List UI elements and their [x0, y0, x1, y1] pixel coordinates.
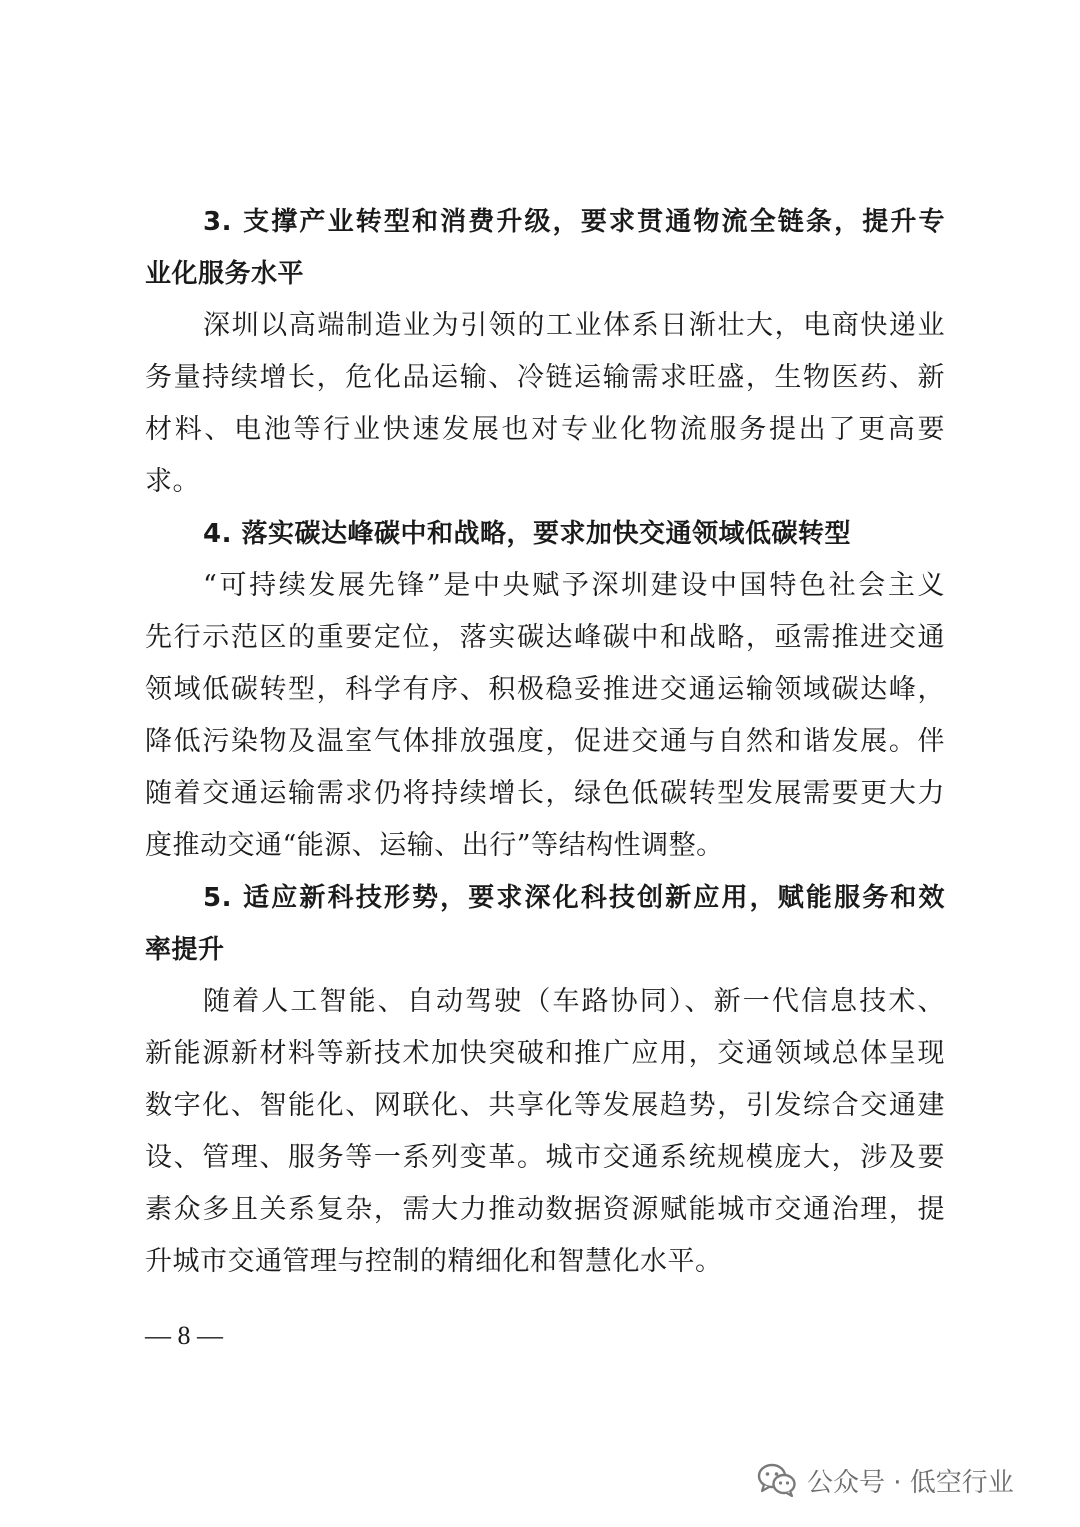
section3-body-line2: 务量持续增长，危化品运输、冷链运输需求旺盛，生物医药、新	[145, 362, 945, 393]
watermark-text: 公众号 · 低空行业	[807, 1467, 1014, 1498]
section5-heading-line2: 率提升	[145, 935, 225, 965]
section4-heading-line1: 4. 落实碳达峰碳中和战略，要求加快交通领域低碳转型	[203, 519, 852, 549]
section4-body-line1: “可持续发展先锋”是中央赋予深圳建设中国特色社会主义	[203, 570, 945, 601]
section5-body-line4: 设、管理、服务等一系列变革。城市交通系统规模庞大，涉及要	[145, 1142, 945, 1173]
section3-body-line3: 材料、电池等行业快速发展也对专业化物流服务提出了更高要	[145, 414, 945, 445]
section4-body-line6: 度推动交通“能源、运输、出行”等结构性调整。	[145, 830, 724, 861]
section4-body-line4: 降低污染物及温室气体排放强度，促进交通与自然和谐发展。伴	[145, 726, 945, 757]
section4-body-line3: 领域低碳转型，科学有序、积极稳妥推进交通运输领域碳达峰，	[145, 674, 945, 705]
watermark	[757, 1458, 1014, 1502]
document-page	[145, 196, 945, 1288]
section3-heading-line2: 业化服务水平	[145, 259, 305, 289]
section5-heading-line1: 5. 适应新科技形势，要求深化科技创新应用，赋能服务和效	[203, 883, 945, 913]
section5-body-line5: 素众多且关系复杂，需大力推动数据资源赋能城市交通治理，提	[145, 1194, 945, 1225]
page-number: — 8 —	[145, 1321, 223, 1350]
section3-heading-line1: 3. 支撑产业转型和消费升级，要求贯通物流全链条，提升专	[203, 207, 945, 237]
section5-body-line1: 随着人工智能、自动驾驶（车路协同）、新一代信息技术、	[203, 986, 945, 1017]
wechat-icon	[757, 1463, 797, 1497]
section4-body-line2: 先行示范区的重要定位，落实碳达峰碳中和战略，亟需推进交通	[145, 622, 945, 653]
section5-body-line3: 数字化、智能化、网联化、共享化等发展趋势，引发综合交通建	[145, 1090, 945, 1121]
section5-body-line6: 升城市交通管理与控制的精细化和智慧化水平。	[145, 1246, 723, 1277]
section4-body-line5: 随着交通运输需求仍将持续增长，绿色低碳转型发展需要更大力	[145, 778, 945, 809]
section3-body-line1: 深圳以高端制造业为引领的工业体系日渐壮大，电商快递业	[203, 310, 945, 341]
section3-body-line4: 求。	[145, 466, 200, 497]
section5-body-line2: 新能源新材料等新技术加快突破和推广应用，交通领域总体呈现	[145, 1038, 945, 1069]
